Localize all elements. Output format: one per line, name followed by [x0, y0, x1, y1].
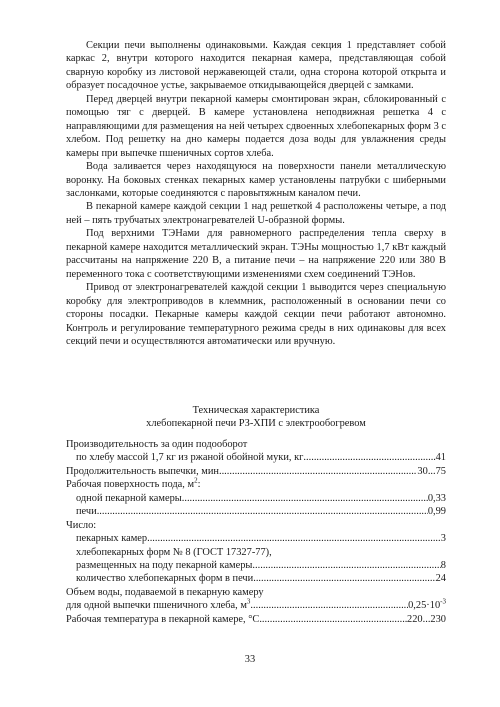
spec-water-label: Объем воды, подаваемой в пекарную камеру: [66, 586, 264, 598]
spec-label: одной пекарной камеры: [76, 492, 182, 504]
leader-dots: [182, 492, 428, 505]
spec-label: по хлебу массой 1,7 кг из ржаной обойной муки, кг: [76, 452, 304, 464]
spec-label: количество хлебопекарных форм в печи: [76, 573, 254, 585]
body-text: [66, 39, 446, 348]
spec-value: $0,25\cdot 10^{-3}$: [408, 597, 446, 612]
leader-dots: [250, 599, 408, 612]
leader-dots: [97, 505, 428, 518]
spec-row-productivity: [66, 451, 446, 464]
spec-row-area-one: [66, 492, 446, 505]
leader-dots: [259, 613, 407, 626]
spec-row-water: [66, 599, 446, 612]
paragraph: Под верхними ТЭНами для равномерного распределения тепла сверху в пекарной камере находится металлический экран. ТЭНы мощностью 1,7 кВт каждый рассчитаны на напряжение 220 В, а питание печи – на напряжение 220 или 380 В переменного тока с соответствующими изменениями схем соединений ТЭНов.: [66, 228, 446, 280]
spec-label: пекарных камер: [76, 533, 148, 545]
paragraph: Секции печи выполнены одинаковыми. Каждая секция 1 представляет собой каркас 2, внутри которого находится пекарная камера, представляющая собой сварную коробку из листовой нержавеющей стали, одна сторона которой открыта и образует посадочное устье, закрываемое откидывающейся дверцей с замками.: [66, 40, 446, 92]
spec-productivity-label: Производительность за один подооборот: [66, 439, 248, 450]
spec-list: [66, 438, 446, 626]
spec-value: 8: [440, 559, 446, 571]
spec-title: [66, 404, 446, 431]
spec-row-temp: [66, 613, 446, 626]
leader-dots: [252, 559, 440, 572]
spec-value: 30...75: [417, 465, 446, 477]
spec-label: Рабочая температура в пекарной камере, °С: [66, 613, 260, 625]
spec-row-forms: [66, 559, 446, 572]
spec-value: 0,99: [427, 506, 446, 518]
spec-value: 0,33: [427, 492, 446, 504]
spec-label: для одной выпечки пшеничного хлеба, $м^3$: [66, 597, 251, 612]
spec-row-forms-oven: [66, 572, 446, 585]
paragraph: В пекарной камере каждой секции 1 над решеткой 4 расположены четыре, а под ней – пять трубчатых электронагревателей U-образной формы.: [66, 201, 446, 226]
spec-area-label: Рабочая поверхность пода, $м^2$:: [66, 476, 201, 491]
spec-label: размещенных на поду пекарной камеры: [76, 559, 253, 571]
spec-title-line2: хлебопекарной печи РЗ-ХПИ с электрообогревом: [146, 418, 366, 430]
spec-row-chambers: [66, 532, 446, 545]
paragraph: Вода заливается через находящуюся на поверхности панели металлическую воронку. На боковых стенках пекарных камер установлены патрубки с шиберными заслонками, которые соединяются с паровытяжным каналом печи.: [66, 161, 446, 199]
spec-forms-label: хлебопекарных форм № 8 (ГОСТ 17327-77),: [76, 546, 272, 558]
paragraph: Привод от электронагревателей каждой секции 1 выводится через специальную коробку для электроприводов в клеммник, расположенный в основании печи со стороны посадки. Пекарные камеры каждой секции печи работают автономно. Контроль и регулирование температурного режима среды в них одинаковы для всех секций печи и осуществляются автоматически или вручную.: [66, 282, 446, 347]
spec-value: 3: [440, 533, 446, 545]
spec-value: 220...230: [407, 613, 446, 625]
spec-label: Продолжительность выпечки, мин: [66, 465, 219, 477]
spec-label: печи: [76, 506, 97, 518]
spec-row-duration: [66, 465, 446, 478]
spec-value: 24: [435, 573, 446, 585]
leader-dots: [219, 465, 417, 478]
leader-dots: [147, 532, 441, 545]
page-number: 33: [244, 654, 256, 665]
leader-dots: [303, 451, 435, 464]
paragraph: Перед дверцей внутри пекарной камеры смонтирован экран, сблокированный с помощью тяг с дверцей. В камере установлена неподвижная решетка 4 с направляющими для размещения на ней четырех сдвоенных хлебопекарных форм 3 с хлебом. Под решетку на дно камеры подается доза воды для увлажнения среды камеры при выпечке пшеничных сортов хлеба.: [66, 93, 446, 159]
spec-title-line1: Техническая характеристика: [192, 405, 320, 416]
spec-row-area-oven: [66, 505, 446, 518]
spec-value: 41: [435, 452, 446, 464]
leader-dots: [253, 572, 435, 585]
spec-count-label: Число:: [66, 519, 97, 531]
